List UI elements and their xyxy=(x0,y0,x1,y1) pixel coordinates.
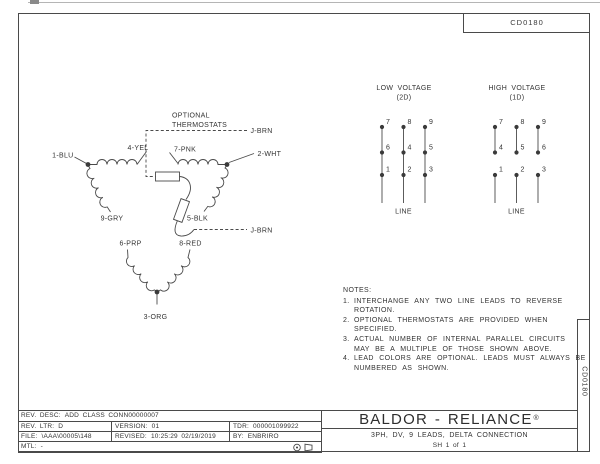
by-cell xyxy=(230,432,322,442)
hv-dot xyxy=(493,173,497,177)
note-text: LEAD COLORS ARE OPTIONAL. LEADS MUST ALWAYS BE xyxy=(354,355,586,363)
lv-terminal-9: 9 xyxy=(429,119,434,126)
hv-terminal-9: 9 xyxy=(542,119,547,126)
hv-terminal-3: 3 xyxy=(542,166,547,174)
lead-1-line xyxy=(75,157,87,164)
note-number: 4. xyxy=(343,355,350,363)
winding-2-5-coil xyxy=(204,167,228,212)
lead-6-label: 6-PRP xyxy=(119,240,142,248)
lead-2-line xyxy=(229,154,254,163)
node-3-dot xyxy=(155,290,160,295)
high-voltage-diagram xyxy=(488,85,546,216)
lv-dot xyxy=(380,173,384,177)
low-voltage-diagram xyxy=(376,85,433,216)
winding-8-3-coil xyxy=(158,250,191,293)
rev-desc-value: ADD CLASS CONN00000007 xyxy=(64,412,159,419)
note-text: MAY BE A MULTIPLE OF THOSE SHOWN ABOVE. xyxy=(354,345,552,353)
company-text: BALDOR - RELIANCE xyxy=(359,411,533,428)
lv-dot xyxy=(401,150,405,154)
lv-terminal-2: 2 xyxy=(407,166,412,174)
tdr-value: 000001099922 xyxy=(252,423,299,430)
lead-9-label: 9-GRY xyxy=(100,215,124,223)
lv-terminal-7: 7 xyxy=(386,119,391,126)
note-number: 3. xyxy=(343,335,350,343)
note-item xyxy=(343,335,575,354)
note-text: SPECIFIED. xyxy=(354,326,397,334)
projection-trapezoid-icon xyxy=(305,444,312,451)
lead-1-label: 1-BLU xyxy=(52,152,74,160)
file-cell xyxy=(18,432,112,442)
rev-ltr-label: REV. LTR: xyxy=(21,423,55,430)
hv-dot xyxy=(514,125,518,129)
notes-heading: NOTES: xyxy=(343,287,372,294)
lead-2-label: 2-WHT xyxy=(257,151,282,158)
lead-8-label: 8-RED xyxy=(179,240,202,248)
revised-label: REVISED: xyxy=(115,433,147,440)
rev-desc-cell xyxy=(18,411,322,422)
note-text: ROTATION. xyxy=(354,307,395,315)
lv-terminal-6: 6 xyxy=(386,144,391,152)
lead-4-label: 4-YEL xyxy=(127,145,149,152)
registered-mark: ® xyxy=(533,415,540,422)
hv-dot xyxy=(493,125,497,129)
company-name xyxy=(322,411,577,429)
winding-9-1-coil xyxy=(87,166,111,212)
hv-dot xyxy=(514,173,518,177)
low-voltage-subtitle: (2D) xyxy=(396,94,412,102)
drawing-description: 3PH, DV, 9 LEADS, DELTA CONNECTION xyxy=(371,432,528,439)
hv-terminal-7: 7 xyxy=(499,119,504,126)
note-item xyxy=(343,316,575,335)
third-angle-projection-icon xyxy=(292,443,318,452)
j-brn-bottom-label: J-BRN xyxy=(250,227,273,235)
lv-line-label: LINE xyxy=(395,208,412,216)
lead-7-label: 7-PNK xyxy=(174,146,197,154)
thermostats-heading-2: THERMOSTATS xyxy=(172,122,228,129)
lv-dot xyxy=(401,125,405,129)
tdr-label: TDR: xyxy=(233,423,249,430)
hv-dot xyxy=(536,150,540,154)
delta-winding-lines xyxy=(75,152,255,305)
version-value: 01 xyxy=(151,423,160,430)
mtl-value: - xyxy=(40,443,43,450)
note-item xyxy=(343,297,575,316)
lv-terminal-5: 5 xyxy=(429,144,434,152)
note-text: INTERCHANGE ANY TWO LINE LEADS TO REVERSE xyxy=(354,297,563,305)
note-number: 1. xyxy=(343,297,350,305)
version-label: VERSION: xyxy=(115,423,148,430)
lv-dot xyxy=(380,125,384,129)
lead-5-label: 5-BLK xyxy=(187,215,208,223)
lv-terminal-8: 8 xyxy=(407,119,412,126)
lv-terminal-3: 3 xyxy=(429,166,434,174)
delta-node-dots xyxy=(86,162,230,294)
title-block xyxy=(18,410,577,452)
thermostat-1-symbol xyxy=(156,172,180,181)
doc-number-vertical: CD0180 xyxy=(580,366,588,397)
hv-terminal-2: 2 xyxy=(520,166,525,174)
winding-6-3-coil xyxy=(126,250,157,293)
by-value: ENBRIRO xyxy=(247,433,279,440)
lv-terminal-1: 1 xyxy=(386,166,391,174)
note-text: OPTIONAL THERMOSTATS ARE PROVIDED WHEN xyxy=(354,316,548,324)
hv-terminal-5: 5 xyxy=(520,144,525,152)
sheet-number: SH 1 of 1 xyxy=(432,442,467,449)
hv-terminal-4: 4 xyxy=(499,144,504,152)
lv-dot xyxy=(423,150,427,154)
lead-3-label: 3-ORG xyxy=(143,314,168,321)
lv-dot xyxy=(401,173,405,177)
lv-terminal-4: 4 xyxy=(407,144,412,152)
note-item xyxy=(343,354,586,373)
version-cell xyxy=(112,422,230,432)
file-value: \AAA\00005\148 xyxy=(41,433,92,440)
doc-number: CD0180 xyxy=(510,18,544,27)
lead-7-line xyxy=(170,153,179,164)
lv-dot xyxy=(423,125,427,129)
j-brn-top-label: J-BRN xyxy=(250,128,273,135)
note-text: ACTUAL NUMBER OF INTERNAL PARALLEL CIRCUITS xyxy=(354,335,566,343)
notes-block xyxy=(343,286,586,373)
revised-cell xyxy=(112,432,230,442)
thermostats-heading-1: OPTIONAL xyxy=(172,112,210,120)
revised-value: 10:25:29 02/19/2019 xyxy=(150,433,216,440)
rev-desc-label: REV. DESC: xyxy=(21,412,61,419)
hv-dot xyxy=(536,173,540,177)
rev-ltr-cell xyxy=(18,422,112,432)
hv-terminal-8: 8 xyxy=(520,119,525,126)
high-voltage-subtitle: (1D) xyxy=(509,94,525,102)
note-text: NUMBERED AS SHOWN. xyxy=(354,364,449,372)
note-number: 2. xyxy=(343,316,350,324)
high-voltage-title: HIGH VOLTAGE xyxy=(488,85,546,92)
file-label: FILE: xyxy=(21,433,38,440)
hv-dot xyxy=(514,150,518,154)
hv-dot xyxy=(536,125,540,129)
mtl-cell xyxy=(18,442,322,453)
low-voltage-title: LOW VOLTAGE xyxy=(376,85,432,92)
hv-terminal-1: 1 xyxy=(499,166,504,174)
lv-dot xyxy=(423,173,427,177)
lv-dot xyxy=(380,150,384,154)
j-brn-top-dashed-line xyxy=(146,131,247,177)
hv-terminal-6: 6 xyxy=(542,144,547,152)
node-1-dot xyxy=(86,162,91,167)
winding-7-2-coil xyxy=(178,160,227,165)
lead-4-line xyxy=(137,152,147,165)
thermostat-exit-curve xyxy=(175,221,194,237)
thermostat-link-curve xyxy=(180,177,191,200)
tdr-cell xyxy=(230,422,322,432)
hv-line-label: LINE xyxy=(508,208,525,216)
company-section xyxy=(322,411,577,453)
winding-1-4-coil xyxy=(88,160,137,165)
hv-dot xyxy=(493,150,497,154)
rev-ltr-value: D xyxy=(58,423,64,430)
projection-dot-icon xyxy=(296,447,298,449)
mtl-label: MTL: xyxy=(21,443,37,450)
by-label: BY: xyxy=(233,433,244,440)
node-2-dot xyxy=(225,162,230,167)
